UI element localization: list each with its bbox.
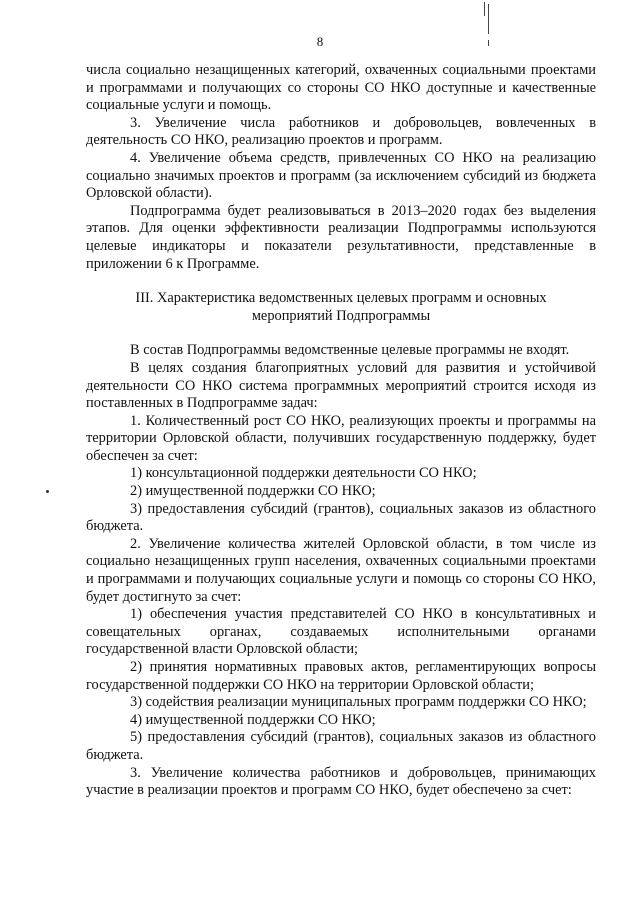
paragraph: 4) имущественной поддержки СО НКО;: [130, 711, 376, 728]
paragraph: В целях создания благоприятных условий для развития и устойчивой деятельности СО НКО система программных мероприятий строится исходя из поставленных в Подпрограмме задач:: [86, 359, 596, 412]
scan-margin-mark: [488, 4, 489, 34]
paragraph: числа социально незащищенных категорий, охваченных социальными проектами и программами и получающих со стороны СО НКО доступные и качественные социальные услуги и помощь.: [86, 62, 596, 114]
paragraph: 4. Увеличение объема средств, привлеченных СО НКО на реализацию социально значимых проектов и программ (за исключением субсидий из бюджета Орловской области).: [86, 149, 596, 202]
paragraph: 3) предоставления субсидий (грантов), социальных заказов из областного бюджета.: [86, 500, 596, 535]
intro-paragraphs: [86, 62, 596, 273]
page-number: 8: [316, 34, 324, 49]
paragraph: 3. Увеличение количества работников и добровольцев, принимающих участие в реализации проектов и программ СО НКО, будет обеспечено за счет:: [86, 764, 596, 799]
paragraph: Подпрограмма будет реализовываться в 2013–2020 годах без выделения этапов. Для оценки эффективности реализации Подпрограммы используются целевые индикаторы и показатели результативности, представленные в приложении 6 к Программе.: [86, 202, 596, 272]
paragraph: В состав Подпрограммы ведомственные целевые программы не входят.: [130, 342, 570, 359]
paragraph: 3) содействия реализации муниципальных программ поддержки СО НКО;: [130, 694, 587, 711]
scan-artifact-dot: [46, 490, 49, 493]
paragraph: 2. Увеличение количества жителей Орловской области, в том числе из социально незащищенных групп населения, охваченных социальными проектами и программами и получающих социальные услуги и помощь со стороны СО НКО, будет достигнуто за счет:: [86, 535, 596, 605]
paragraph: 3. Увеличение числа работников и добровольцев, вовлеченных в деятельность СО НКО, реализацию проектов и программ.: [86, 114, 596, 149]
paragraph: 1. Количественный рост СО НКО, реализующих проекты и программы на территории Орловской области, получивших государственную поддержку, будет обеспечен за счет:: [86, 412, 596, 464]
section-heading-line2: мероприятий Подпрограммы: [251, 307, 431, 324]
paragraph: 1) обеспечения участия представителей СО НКО в консультативных и совещательных органах, создаваемых исполнительными органами государственной власти Орловской области;: [86, 606, 596, 658]
paragraph: 2) принятия нормативных правовых актов, регламентирующих вопросы государственной поддержки СО НКО на территории Орловской области;: [86, 659, 596, 693]
section-heading-line1: III. Характеристика ведомственных целевых программ и основных: [135, 290, 547, 307]
document-body: [86, 62, 596, 800]
scan-margin-mark: [484, 2, 485, 16]
section-paragraphs: [86, 342, 596, 799]
paragraph: 1) консультационной поддержки деятельности СО НКО;: [130, 465, 477, 482]
paragraph: 5) предоставления субсидий (грантов), социальных заказов из областного бюджета.: [86, 729, 596, 763]
paragraph: 2) имущественной поддержки СО НКО;: [130, 483, 376, 500]
